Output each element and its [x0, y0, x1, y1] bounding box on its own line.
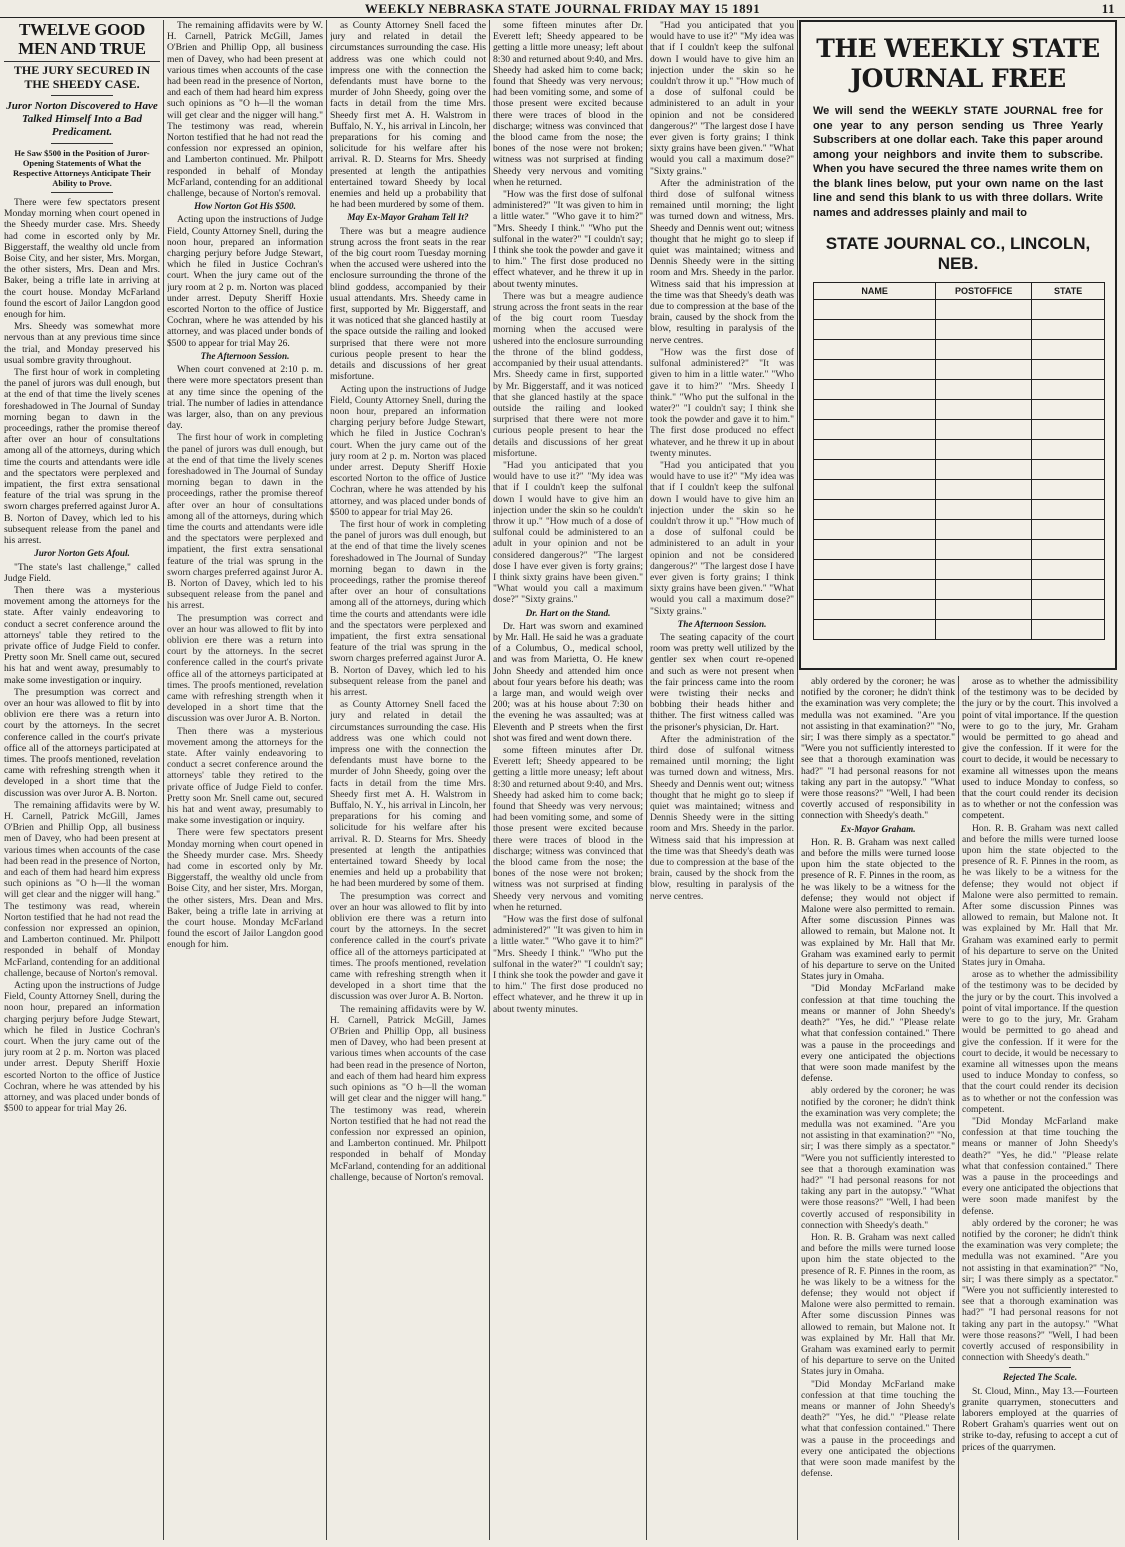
form-cell [814, 540, 936, 560]
form-row [814, 540, 1105, 560]
masthead [0, 0, 1125, 18]
article-deck: Juror Norton Discovered to Have Talked Himself Into a Bad Predicament. [6, 100, 158, 138]
paragraph: The remaining affidavits were by W. H. Carnell, Patrick McGill, James O'Brien and Phillip Opp, all business men of Davey, who had been present at various times when accounts of the case had been read in the presence of Norton, and each of them had heard him express such opinions as "O h—ll the woman will get clear and the nigger will hang." The testimony was read, wherein Norton testified that he had not read the confession nor expressed an opinion, and Lamberton continued. Mr. Philpott responded in behalf of Monday McFarland, contending for an additional challenge, because of Norton's removal. [330, 1003, 486, 1183]
form-row [814, 560, 1105, 580]
paragraph: The first hour of work in completing the panel of jurors was dull enough, but at the end of that time the lively scenes foreshadowed in The Journal of Sunday morning began to dawn in the proceedings, rather the promise thereof after over an hour of consultations among all of the attorneys, during which time the courts and attendants were idle and the spectators were perplexed and impatient, the first extra sensational feature of the trial was sprung in the sworn charges preferred against Juror A. B. Norton of Davey, which led to his subsequent release from the panel and his arrest. [4, 367, 160, 547]
form-cell [1032, 360, 1105, 380]
column-6 [801, 676, 955, 1540]
paragraph: Acting upon the instructions of Judge Field, County Attorney Snell, during the noon hour, prepared an information charging perjury before Judge Stewart, which he filed in Justice Cochran's court. When the jury came out of the jury room at 2 p. m. Norton was placed under arrest. Deputy Sheriff Hoxie escorted Norton to the office of Justice Cochran, where he was attended by his attorney, and was placed under bonds of $500 to appear for trial May 26. [167, 214, 323, 349]
form-header-row [814, 283, 1105, 300]
form-row [814, 320, 1105, 340]
section-heading: Ex-Mayor Graham. [840, 823, 916, 834]
form-cell [814, 440, 936, 460]
paragraph: "Did Monday McFarland make confession at that time touching the means or manner of John Sheedy's death?" "Yes, he did." "Please relate what that confession contained." There was a pause in the proceedings and every one anticipated the objections that were soon made manifest by the defense. [801, 1378, 955, 1480]
form-row [814, 520, 1105, 540]
page-number: 11 [1101, 1, 1115, 16]
form-cell [814, 320, 936, 340]
form-cell [1032, 500, 1105, 520]
form-cell [814, 480, 936, 500]
form-cell [936, 340, 1032, 360]
form-row [814, 600, 1105, 620]
form-cell [936, 300, 1032, 320]
paragraph: as County Attorney Snell faced the jury and related in detail the circumstances surrounding the case. His address was one which could not impress one with the connection the defendants must have borne to the murder of John Sheedy, going over the facts in detail from the time Mrs. Sheedy first met A. H. Walstrom in Buffalo, N. Y., his arrival in Lincoln, her preparations for his coming and solicitude for his welfare after his arrival. R. D. Stearns for Mrs. Sheedy presented at length the antipathies entertained toward Sheedy by local enemies and held up a probability that he had been murdered by some of them. [330, 20, 486, 211]
form-cell [814, 460, 936, 480]
paragraph: There was but a meagre audience strung across the front seats in the rear of the big court room Tuesday morning when the accused were ushered into the enclosure surrounding the throne of the blind goddess, accompanied by their usual attendants. Mrs. Sheedy came in first, supported by Mr. Biggerstaff, and it was noticed that she glanced hastily at the space outside the railing and looked surprised that there were not more curious people present to hear the details and discussions of her great misfortune. [330, 225, 486, 383]
ad-title: THE WEEKLY STATE JOURNAL FREE [816, 34, 1100, 93]
column-rule [163, 20, 164, 1540]
divider [51, 143, 113, 144]
paragraph: ably ordered by the coroner; he was notified by the coroner; he didn't think the examination was very complete; the medulla was not examined. "Are you not assisting in that examination?" "No, sir; I was there simply as a spectator." "Were you not sufficiently interested to see that a thorough examination was had?" "I had personal reasons for not taking any part in the autopsy." "What were those reasons?" "Well, I had been covertly accused of responsibility in connection with Sheedy's death." [801, 1085, 955, 1231]
column-rule [489, 20, 490, 1540]
column-5 [650, 20, 794, 1540]
form-cell [936, 380, 1032, 400]
form-row [814, 380, 1105, 400]
paragraph: "Had you anticipated that you would have to use it?" "My idea was that if I couldn't keep the sulfonal down I would have to give him an injection under the skin so he couldn't throw it up." "How much of a dose of sulfonal could be administered to an adult in your opinion and not be considered dangerous?" "The largest dose I have ever given is forty grains; I think sixty grains have been given." "What would you call a maximum dose?" "Sixty grains." [650, 459, 794, 617]
form-cell [1032, 540, 1105, 560]
form-cell [936, 360, 1032, 380]
paragraph: Hon. R. B. Graham was next called and before the mills were turned loose upon him the state objected to the presence of R. F. Pinnes in the room, as he was likely to be a witness for the defense; they would not object if Malone were also permitted to remain. After some discussion Pinnes was allowed to remain, but Malone not. It was explained by Mr. Hall that Mr. Graham was examined early to permit of his departure to serve on the United States jury in Omaha. [801, 836, 955, 983]
form-cell [1032, 520, 1105, 540]
paragraph: Hon. R. B. Graham was next called and before the mills were turned loose upon him the state objected to the presence of R. F. Pinnes in the room, as he was likely to be a witness for the defense; they would not object if Malone were also permitted to remain. After some discussion Pinnes was allowed to remain, but Malone not. It was explained by Mr. Hall that Mr. Graham was examined early to permit of his departure to serve on the United States jury in Omaha. [962, 822, 1118, 969]
form-cell [814, 580, 936, 600]
form-cell [1032, 420, 1105, 440]
paragraph: Mrs. Sheedy was somewhat more nervous than at any previous time since the trial, and Monday preserved his usual sombre gravity throughout. [4, 321, 160, 366]
form-cell [936, 480, 1032, 500]
form-row [814, 580, 1105, 600]
paragraph: The remaining affidavits were by W. H. Carnell, Patrick McGill, James O'Brien and Phillip Opp, all business men of Davey, who had been present at various times when accounts of the case had been read in the presence of Norton, and each of them had heard him express such opinions as "O h—ll the woman will get clear and the nigger will hang." The testimony was read, wherein Norton testified that he had not read the confession nor expressed an opinion, and Lamberton continued. Mr. Philpott responded in behalf of Monday McFarland, contending for an additional challenge, because of Norton's removal. [4, 799, 160, 979]
subscriber-form [813, 282, 1105, 640]
paragraph: The first hour of work in completing the panel of jurors was dull enough, but at the end of that time the lively scenes foreshadowed in The Journal of Sunday morning began to dawn in the proceedings, rather the promise thereof after over an hour of consultations among all of the attorneys, during which time the courts and attendants were idle and the spectators were perplexed and impatient, the first extra sensational feature of the trial was sprung in the sworn charges preferred against Juror A. B. Norton of Davey, which led to his subsequent release from the panel and his arrest. [330, 518, 486, 698]
paragraph: Hon. R. B. Graham was next called and before the mills were turned loose upon him the state objected to the presence of R. F. Pinnes in the room, as he was likely to be a witness for the defense; they would not object if Malone were also permitted to remain. After some discussion Pinnes was allowed to remain, but Malone not. It was explained by Mr. Hall that Mr. Graham was examined early to permit of his departure to serve on the United States jury in Omaha. [801, 1231, 955, 1378]
paragraph: After the administration of the third dose of sulfonal witness remained until morning; the light was turned down and witness, Mrs. Sheedy and Dennis went out; witness thought that he might go to sleep if quiet was maintained; witness and Dennis Sheedy were in the sitting room and Mrs. Sheedy in the parlor. Witness said that his impression at the time was that Sheedy's death was due to compression at the base of the brain, caused by the shock from the blow, resulting in paralysis of the nerve centres. [650, 177, 794, 346]
section-heading: The Afternoon Session. [677, 618, 767, 629]
column-rule [646, 20, 647, 1540]
form-cell [814, 400, 936, 420]
form-row [814, 460, 1105, 480]
section-heading: May Ex-Mayor Graham Tell It? [347, 212, 469, 223]
paragraph: The seating capacity of the court room was pretty well utilized by the gentler sex when court re-opened and such as were not present when the fair princess came into the room were twisting their necks and bobbing their heads hither and thither. The first witness called was the prisoner's physician, Dr. Hart. [650, 631, 794, 733]
paragraph: The presumption was correct and over an hour was allowed to flit by into oblivion ere there was a return into court by the attorneys. In the secret conference called in the court's private office all of the attorneys participated at times. The proofs mentioned, revelation came with refreshing strength when it developed in a short time that the discussion was over Juror A. B. Norton. [330, 890, 486, 1003]
form-row [814, 300, 1105, 320]
form-cell [936, 320, 1032, 340]
paragraph: There were few spectators present Monday morning when court opened in the Sheedy murder case. Mrs. Sheedy had come in escorted only by Mr. Biggerstaff, the wealthy old uncle from Boise City, and her sister, Mrs. Morgan, the other sisters, Mrs. Dean and Mrs. Baker, being a trifle late in arriving at the court house. Monday McFarland found the escort of Jailor Langdon good enough for him. [4, 197, 160, 321]
column-1 [4, 20, 160, 1540]
form-cell [936, 500, 1032, 520]
form-row [814, 500, 1105, 520]
form-cell [814, 520, 936, 540]
paragraph: ably ordered by the coroner; he was notified by the coroner; he didn't think the examination was very complete; the medulla was not examined. "Are you not assisting in that examination?" "No, sir; I was there simply as a spectator." "Were you not sufficiently interested to see that a thorough examination was had?" "I had personal reasons for not taking any part in the autopsy." "What were those reasons?" "Well, I had been covertly accused of responsibility in connection with Sheedy's death." [801, 676, 955, 822]
paragraph: The first hour of work in completing the panel of jurors was dull enough, but at the end of that time the lively scenes foreshadowed in The Journal of Sunday morning began to dawn in the proceedings, rather the promise thereof after over an hour of consultations among all of the attorneys, during which time the courts and attendants were idle and the spectators were perplexed and impatient, the first extra sensational feature of the trial was sprung in the sworn charges preferred against Juror A. B. Norton of Davey, which led to his subsequent release from the panel and his arrest. [167, 432, 323, 612]
form-cell [936, 600, 1032, 620]
form-row [814, 400, 1105, 420]
divider [51, 192, 113, 193]
column-rule [326, 20, 327, 1540]
divider [51, 95, 113, 96]
form-cell [936, 440, 1032, 460]
form-cell [1032, 320, 1105, 340]
paragraph: arose as to whether the admissibility of the testimony was to be decided by the jury or by the court. This involved a point of vital importance. If the question were to go to the jury, Mr. Graham would be permitted to go ahead and give the confession. If it were for the court to decide, it would be necessary to examine all witnesses upon the means used to induce Monday to confess, so that the court could render its decision as to whether or not the confession was competent. [962, 676, 1118, 822]
column-rule [958, 676, 959, 1540]
section-heading: Rejected The Scale. [1002, 1372, 1078, 1383]
form-cell [814, 560, 936, 580]
paragraph: "Had you anticipated that you would have to use it?" "My idea was that if I couldn't keep the sulfonal down I would have to give him an injection under the skin so he couldn't throw it up." "How much of a dose of sulfonal could be administered to an adult in your opinion and not be considered dangerous?" "The largest dose I have ever given is forty grains; I think sixty grains have been given." "What would you call a maximum dose?" "Sixty grains." [493, 459, 643, 606]
form-cell [936, 400, 1032, 420]
article-subheadline: THE JURY SECURED IN THE SHEEDY CASE. [13, 63, 151, 91]
paragraph: "How was the first dose of sulfonal administered?" "It was given to him in a little water." "Who gave it to him?" "Mrs. Sheedy I think." "Who put the sulfonal in the water?" "I couldn't say; I think she took the powder and gave it to him." The first dose produced no effect whatever, and he threw it up in about twenty minutes. [493, 189, 643, 290]
paragraph: "Did Monday McFarland make confession at that time touching the means or manner of John Sheedy's death?" "Yes, he did." "Please relate what that confession contained." There was a pause in the proceedings and every one anticipated the objections that were soon made manifest by the defense. [962, 1115, 1118, 1217]
form-cell [814, 420, 936, 440]
form-cell [1032, 380, 1105, 400]
column-rule [797, 20, 798, 1540]
paragraph: The presumption was correct and over an hour was allowed to flit by into oblivion ere there was a return into court by the attorneys. In the secret conference called in the court's private office all of the attorneys participated at times. The proofs mentioned, revelation came with refreshing strength when it developed in a short time that the discussion was over Juror A. B. Norton. [4, 686, 160, 799]
form-cell [814, 300, 936, 320]
paragraph: ably ordered by the coroner; he was notified by the coroner; he didn't think the examination was very complete; the medulla was not examined. "Are you not assisting in that examination?" "No, sir; I was there simply as a spectator." "Were you not sufficiently interested to see that a thorough examination was had?" "I had personal reasons for not taking any part in the autopsy." "What were those reasons?" "Well, I had been covertly accused of responsibility in connection with Sheedy's death." [962, 1217, 1118, 1364]
section-heading: Juror Norton Gets Afoul. [34, 548, 130, 559]
subscription-advertisement [799, 20, 1117, 670]
form-cell [1032, 440, 1105, 460]
paragraph: "How was the first dose of sulfonal administered?" "It was given to him in a little water." "Who gave it to him?" "Mrs. Sheedy I think." "Who put the sulfonal in the water?" "I couldn't say; I think she took the powder and gave it to him." The first dose produced no effect whatever, and he threw it up in about twenty minutes. [493, 914, 643, 1015]
form-cell [1032, 580, 1105, 600]
form-row [814, 360, 1105, 380]
article-deck-2: He Saw $500 in the Position of Juror-Opening Statements of What the Respective Attorneys Anticipate Their Ability to Prove. [13, 148, 151, 188]
form-cell [1032, 340, 1105, 360]
form-cell [936, 460, 1032, 480]
column-7 [962, 676, 1118, 1540]
paragraph: arose as to whether the admissibility of the testimony was to be decided by the jury or by the court. This involved a point of vital importance. If the question were to go to the jury, Mr. Graham would be permitted to go ahead and give the confession. If it were for the court to decide, it would be necessary to examine all witnesses upon the means used to induce Monday to confess, so that the court could render its decision as to whether or not the confession was competent. [962, 969, 1118, 1115]
section-heading: The Afternoon Session. [200, 350, 290, 361]
form-row [814, 420, 1105, 440]
form-cell [936, 540, 1032, 560]
paragraph: Then there was a mysterious movement among the attorneys for the state. After vainly endeavoring to conduct a secret conference around the attorneys' table they retired to the private office of Judge Field to confer. Pretty soon Mr. Snell came out, secured his hat and went away, presumably to make some investigation or inquiry. [4, 584, 160, 686]
form-row [814, 480, 1105, 500]
article-headline: TWELVE GOOD MEN AND TRUE [4, 20, 160, 62]
form-cell [1032, 460, 1105, 480]
paragraph: Acting upon the instructions of Judge Field, County Attorney Snell, during the noon hour, prepared an information charging perjury before Judge Stewart, which he filed in Justice Cochran's court. When the jury came out of the jury room at 2 p. m. Norton was placed under arrest. Deputy Sheriff Hoxie escorted Norton to the office of Justice Cochran, where he was attended by his attorney, and was placed under bonds of $500 to appear for trial May 26. [330, 383, 486, 518]
form-header-postoffice: POSTOFFICE [936, 283, 1032, 300]
masthead-title: WEEKLY NEBRASKA STATE JOURNAL FRIDAY MAY 15 1891 [364, 1, 761, 16]
form-row [814, 440, 1105, 460]
paragraph: "Did Monday McFarland make confession at that time touching the means or manner of John Sheedy's death?" "Yes, he did." "Please relate what that confession contained." There was a pause in the proceedings and every one anticipated the objections that were soon made manifest by the defense. [801, 983, 955, 1085]
paragraph: After the administration of the third dose of sulfonal witness remained until morning; the light was turned down and witness, Mrs. Sheedy and Dennis went out; witness thought that he might go to sleep if quiet was maintained; witness and Dennis Sheedy were in the sitting room and Mrs. Sheedy in the parlor. Witness said that his impression at the time was that Sheedy's death was due to compression at the base of the brain, caused by the shock from the blow, resulting in paralysis of the nerve centres. [650, 733, 794, 902]
form-cell [1032, 620, 1105, 640]
form-cell [936, 620, 1032, 640]
form-cell [936, 580, 1032, 600]
paragraph: as County Attorney Snell faced the jury and related in detail the circumstances surrounding the case. His address was one which could not impress one with the connection the defendants must have borne to the murder of John Sheedy, going over the facts in detail from the time Mrs. Sheedy first met A. H. Walstrom in Buffalo, N. Y., his arrival in Lincoln, her preparations for his coming and solicitude for his welfare after his arrival. R. D. Stearns for Mrs. Sheedy presented at length the antipathies entertained toward Sheedy by local enemies and held up a probability that he had been murdered by some of them. [330, 699, 486, 890]
form-header-name: NAME [814, 283, 936, 300]
paragraph: The remaining affidavits were by W. H. Carnell, Patrick McGill, James O'Brien and Phillip Opp, all business men of Davey, who had been present at various times when accounts of the case had been read in the presence of Norton, and each of them had heard him express such opinions as "O h—ll the woman will get clear and the nigger will hang." The testimony was read, wherein Norton testified that he had not read the confession nor expressed an opinion, and Lamberton continued. Mr. Philpott responded in behalf of Monday McFarland, contending for an additional challenge, because of Norton's removal. [167, 20, 323, 200]
paragraph: Dr. Hart was sworn and examined by Mr. Hall. He said he was a graduate of a Columbus, O., medical school, and was from Marietta, O. He knew John Sheedy and attended him once about four years before his death; was a large man, and would weigh over 200; was at his house about 7:30 on the evening he was assaulted; was at Eleventh and P streets when the first shot was fired and went down there. [493, 620, 643, 744]
paragraph: "Had you anticipated that you would have to use it?" "My idea was that if I couldn't keep the sulfonal down I would have to give him an injection under the skin so he couldn't throw it up." "How much of a dose of sulfonal could be administered to an adult in your opinion and not be considered dangerous?" "The largest dose I have ever given is forty grains; I think sixty grains have been given." "What would you call a maximum dose?" "Sixty grains." [650, 20, 794, 177]
ad-company: STATE JOURNAL CO., LINCOLN, NEB. [825, 234, 1091, 273]
form-cell [1032, 600, 1105, 620]
paragraph: When court convened at 2:10 p. m. there were more spectators present than at any time since the opening of the trial. The number of ladies in attendance was larger, also, than on any previous day. [167, 364, 323, 432]
paragraph: There were few spectators present Monday morning when court opened in the Sheedy murder case. Mrs. Sheedy had come in escorted only by Mr. Biggerstaff, the wealthy old uncle from Boise City, and her sister, Mrs. Morgan, the other sisters, Mrs. Dean and Mrs. Baker, being a trifle late in arriving at the court house. Monday McFarland found the escort of Jailor Langdon good enough for him. [167, 827, 323, 951]
form-cell [1032, 480, 1105, 500]
form-cell [936, 520, 1032, 540]
form-row [814, 620, 1105, 640]
form-cell [814, 620, 936, 640]
column-4 [493, 20, 643, 1540]
form-cell [814, 500, 936, 520]
form-cell [936, 420, 1032, 440]
paragraph: The presumption was correct and over an hour was allowed to flit by into oblivion ere there was a return into court by the attorneys. In the secret conference called in the court's private office all of the attorneys participated at times. The proofs mentioned, revelation came with refreshing strength when it developed in a short time that the discussion was over Juror A. B. Norton. [167, 612, 323, 725]
form-row [814, 340, 1105, 360]
form-cell [1032, 400, 1105, 420]
paragraph: There was but a meagre audience strung across the front seats in the rear of the big court room Tuesday morning when the accused were ushered into the enclosure surrounding the throne of the blind goddess, accompanied by their usual attendants. Mrs. Sheedy came in first, supported by Mr. Biggerstaff, and it was noticed that she glanced hastily at the space outside the railing and looked surprised that there were not more curious people present to hear the details and discussions of her great misfortune. [493, 290, 643, 459]
paragraph: some fifteen minutes after Dr. Everett left; Sheedy appeared to be getting a little more uneasy; left about 8:30 and returned about 9:40, and Mrs. Sheedy had asked him to come back; found that Sheedy was very nervous; had been vomiting some, and some of those present were excited because there were traces of blood in the discharge; witness was convinced that the blood came from the nose; the bones of the nose were not broken; witness was not surprised at finding Sheedy very nervous and vomiting when he returned. [493, 20, 643, 188]
paragraph: St. Cloud, Minn., May 13.—Fourteen granite quarrymen, stonecutters and laborers employed at the quarries of Robert Graham's quarries went out on strike to-day, refusing to accept a cut of prices of the quarrymen. [962, 1385, 1118, 1453]
ad-body: We will send the WEEKLY STATE JOURNAL free for one year to any person sending us Three Yearly Subscribers at one dollar each. Take this paper around among your neighbors and invite them to subscribe. When you have secured the three names write them on the blank lines below, put your own name on the last line and send this blank to us with three dollars. Write names and addresses plainly and mail to [813, 105, 1103, 219]
form-cell [1032, 300, 1105, 320]
column-2 [167, 20, 323, 1540]
form-header-state: STATE [1032, 283, 1105, 300]
form-cell [814, 600, 936, 620]
form-cell [1032, 560, 1105, 580]
form-cell [814, 360, 936, 380]
section-heading: How Norton Got His $500. [194, 201, 296, 212]
paragraph: "How was the first dose of sulfonal administered?" "It was given to him in a little water." "Who gave it to him?" "Mrs. Sheedy I think." "Who put the sulfonal in the water?" "I couldn't say; I think she took the powder and gave it to him." The first dose produced no effect whatever, and he threw it up in about twenty minutes. [650, 346, 794, 459]
form-cell [814, 380, 936, 400]
column-3 [330, 20, 486, 1540]
divider [1009, 1367, 1071, 1368]
paragraph: Then there was a mysterious movement among the attorneys for the state. After vainly endeavoring to conduct a secret conference around the attorneys' table they retired to the private office of Judge Field to confer. Pretty soon Mr. Snell came out, secured his hat and went away, presumably to make some investigation or inquiry. [167, 725, 323, 827]
paragraph: "The state's last challenge," called Judge Field. [4, 561, 160, 584]
section-heading: Dr. Hart on the Stand. [525, 607, 611, 618]
paragraph: some fifteen minutes after Dr. Everett left; Sheedy appeared to be getting a little more uneasy; left about 8:30 and returned about 9:40, and Mrs. Sheedy had asked him to come back; found that Sheedy was very nervous; had been vomiting some, and some of those present were excited because there were traces of blood in the discharge; witness was convinced that the blood came from the nose; the bones of the nose were not broken; witness was not surprised at finding Sheedy very nervous and vomiting when he returned. [493, 745, 643, 913]
form-cell [936, 560, 1032, 580]
paragraph: Acting upon the instructions of Judge Field, County Attorney Snell, during the noon hour, prepared an information charging perjury before Judge Stewart, which he filed in Justice Cochran's court. When the jury came out of the jury room at 2 p. m. Norton was placed under arrest. Deputy Sheriff Hoxie escorted Norton to the office of Justice Cochran, where he was attended by his attorney, and was placed under bonds of $500 to appear for trial May 26. [4, 980, 160, 1115]
form-cell [814, 340, 936, 360]
